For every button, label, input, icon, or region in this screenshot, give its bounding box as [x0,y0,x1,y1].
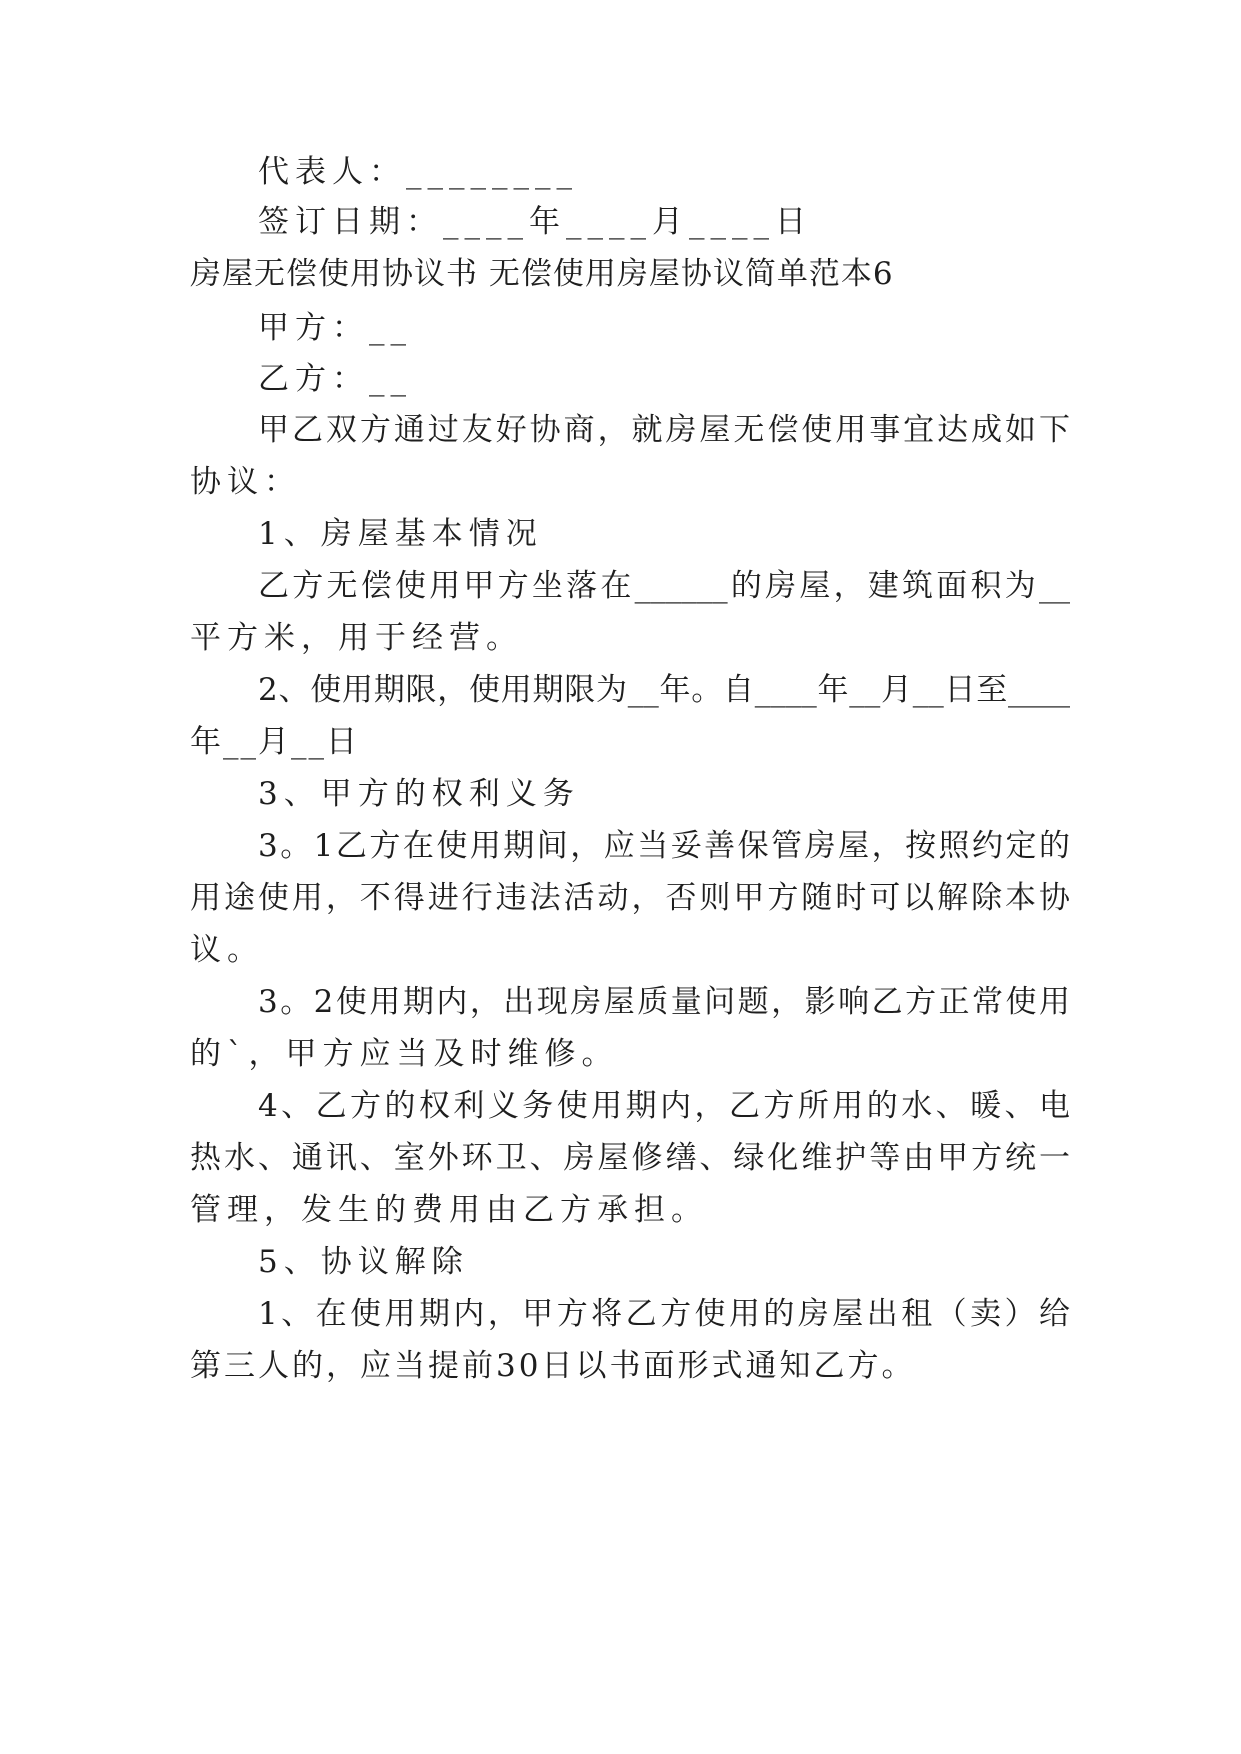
section-4-line-2: 热水、通讯、室外环卫、房屋修缮、绿化维护等由甲方统一 [190,1140,1070,1176]
section-4-line-3: 管理，发生的费用由乙方承担。 [190,1192,708,1228]
clause-3-1-line-2: 用途使用，不得进行违法活动，否则甲方随时可以解除本协 [190,880,1070,916]
document-title: 房屋无偿使用协议书 无偿使用房屋协议简单范本6 [190,256,894,292]
clause-3-2-line-1: 3。2使用期内，出现房屋质量问题，影响乙方正常使用 [258,984,1070,1020]
clause-5-1-line-1: 1、在使用期内，甲方将乙方使用的房屋出租（卖）给 [258,1296,1070,1332]
party-a-line: 甲方：__ [258,310,412,346]
section-2-line-1: 2、使用期限，使用期限为__年。自____年__月__日至____ [258,672,1070,708]
preamble-line-2: 协议： [190,464,301,500]
clause-3-2-line-2: 的`，甲方应当及时维修。 [190,1036,619,1072]
section-1-text-line-1: 乙方无偿使用甲方坐落在______的房屋，建筑面积为__ [258,568,1070,604]
section-3-heading: 3、甲方的权利义务 [258,776,580,812]
preamble-line-1: 甲乙双方通过友好协商，就房屋无偿使用事宜达成如下 [258,412,1070,448]
signing-date-line: 签订日期：____年____月____日 [258,204,812,240]
section-1-text-line-2: 平方米，用于经营。 [190,620,523,656]
section-4-line-1: 4、乙方的权利义务使用期内，乙方所用的水、暖、电 [258,1088,1070,1124]
representative-line: 代表人：________ [258,154,578,190]
section-2-line-2: 年__月__日 [190,724,359,760]
party-b-line: 乙方：__ [258,361,412,397]
section-1-heading: 1、房屋基本情况 [258,516,543,552]
clause-3-1-line-3: 议。 [190,932,264,968]
clause-3-1-line-1: 3。1乙方在使用期间，应当妥善保管房屋，按照约定的 [258,828,1070,864]
section-5-heading: 5、协议解除 [258,1244,469,1280]
clause-5-1-line-2: 第三人的，应当提前30日以书面形式通知乙方。 [190,1348,916,1384]
